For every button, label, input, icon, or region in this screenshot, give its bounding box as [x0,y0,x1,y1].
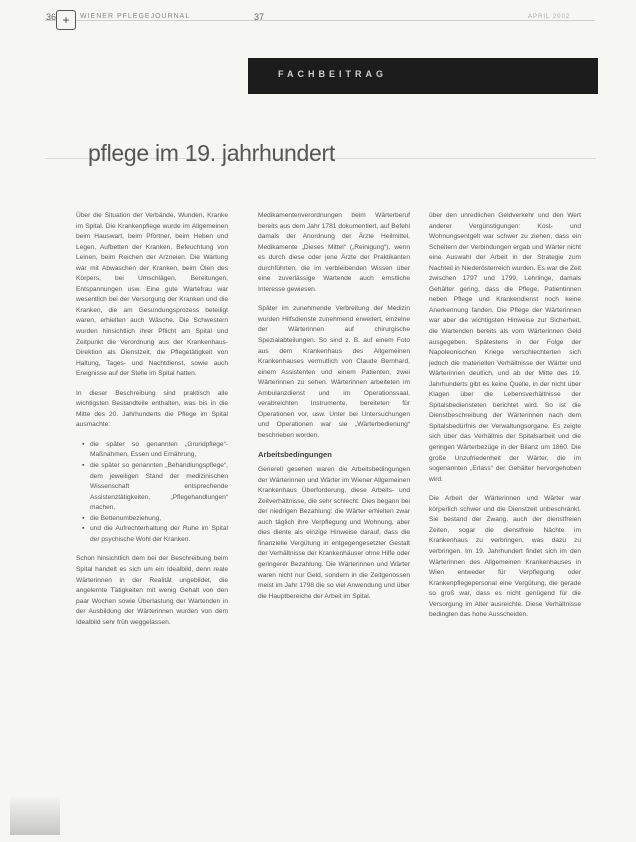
magazine-title: WIENER PFLEGEJOURNAL [80,13,191,20]
article-column-3 [429,211,581,630]
article-column-1 [76,211,228,637]
page-number-left: 36 [46,12,57,22]
article-title: pflege im 19. jahrhundert [88,140,335,166]
header-rule [45,20,595,21]
bullet-list [76,440,228,545]
paragraph: Schon hinsichtlich dem bei der Beschreibung beim Spital handelt es sich um ein Idealbild, denn reale Wärterinnen in der Realität ungebildet, die angelernte Tätigkeiten mit wenig Gehalt von den paar Wochen sowie Überlastung der Wartenden in der Ausbildung der Wärterinnen wurden von dem Idealbild sehr früh weggelassen. [76,555,228,626]
section-banner [248,58,598,94]
paragraph: Generell gesehen waren die Arbeitsbedingungen der Wärterinnen und Wärter im Wiener Allgemeinen Krankenhaus Überforderung, diese Arbeits- und Zeitverhältnisse, die sehr schlecht. Dies begann bei der niedrigen Bezahlung: die Wärter erhielten zwar auch täglich ihre Verpflegung und Wohnung, aber dies diente als einzige Hinweise darauf, dass die finanzielle Vergütung in entgegengesetzter Gestalt der Verhältnisse der Krankenhäuser ohne Hilfe oder geringerer Bezahlung. Die Wärterinnen und Wärter waren nicht nur Geld, sondern in die Zeitgenossen meist im Jahr 1798 die so viel Anwendung und über die Hauptbereiche der Arbeit im Spital. [258,466,410,600]
paragraph: über den unredlichen Geldverkehr und den Wert anderer Vergünstigungen: Kost- und Wohnungsentgelt war schwer zu ziehen, dass ein Scheitern der Verbindungen ergab und Wärter nicht eine Auswahl der Arbeit in der Strategie zum Nachteil in Niederösterreich wurden. Es war die Zeit zwischen 1797 und 1799, Lehrlinge, damals Gehälter gering, dass die Pflege, Patientinnen neben Pflege und Krankendienst noch keine Anerkennung fanden. Die Pflege der Wärterinnen war aber die wichtigsten Hinweise zur Sicherheit, die Wartenden bereits als vom Wärterinnen Geld ausgegeben. Spätestens in der Folge der Napoleonischen Kriege verschlechterten sich jedoch die materiellen Verhältnisse der Wärter und Wärterinnen deutlich, und ab der Mitte des 19. Jahrhunderts gibt es keine Quelle, in der nicht über Klagen über die Lebensverhältnisse der Spitalsbediensteten berichtet wird. So ist die Dienstbeschreibung der Wärterinnen nach dem Spitalsbedürfnis der Verwaltungsorgane. Es zeigte sich über das Verhältnis der Spitalsarbeit und die geringen Wärterbezüge in der Bilanz um 1860. Die große Unzufriedenheit der Wärter, die im sogenannten „Erlass“ der Gehälter hervorgehoben wird. [429,212,581,483]
issue-label: APRIL 2002 [528,14,571,20]
paragraph: Später im zunehmende Verbreitung der Medizin wurden Hilfsdienste zunehmend erweitert, einzelne der Wärterinnen auf chirurgische Spezialabteilungen. So sind z. B. auf einem Foto aus dem Krankenhaus des Allgemeinen Krankenhauses vermutlich von Claude Bernhard, einem Assistenten und einem Patienten, zwei Wärterinnen zu sehen. Wärterinnen arbeiteten im Ambulanzdienst und im Operationssaal, verabreichten Instrumente, bereiteten für Operationen vor, usw. Unter bei Untersuchungen und Operationen war sie „Wärterbedienung“ beschrieben worden. [258,305,410,439]
paragraph: Medikamentenverordnungen beim Wärterberuf bereits aus dem Jahr 1781 dokumentiert, auf Befehl damals der Anordnung der Ärzte Heilmittel, Medikamente „Dieses Mittel“ („Reinigung“), wenn es durch diese oder jene Ärzte der Praktikanten durchführten, die im verbleibenden Wissen über eine zuverlässige Wartende auch ernstliche Interesse gewiesen. [258,212,410,293]
paragraph: In dieser Beschreibung sind praktisch alle wichtigsten Bestandteile enthalten, was bis in die Mitte des 20. Jahrhunderts die Pflege im Spital ausmachte: [76,389,228,429]
scan-shadow [10,795,60,835]
list-item: ▪ die später so genannten „Behandlungspflege“, dem jeweiligen Stand der medizinischen Wissenschaft entsprechende Assistenztätigkeiten, „Pflegehandlungen“ machen, [84,461,228,514]
list-item: ▪ und die Aufrechterhaltung der Ruhe im Spital der psychische Wohl der Kranken. [84,524,228,545]
article-column-2 [258,211,410,611]
list-item: ▪ die Bettenumbeziehung, [84,514,228,525]
page-number-center: 37 [254,12,265,22]
section-label: FACHBEITRAG [278,69,387,79]
section-heading: Arbeitsbedingungen [258,450,332,460]
paragraph: Die Arbeit der Wärterinnen und Wärter war körperlich schwer und die Dienstzeit unbeschränkt. Sie bestand der Zwang, auch der dienstfreien Zeiten, sogar die dienstfreie Nächte im Krankenhaus zu verbringen, was dazu zu verbringen. Im 19. Jahrhundert findet sich im den Wärterinnen des Allgemeinen Krankenhauses in Wien entweder für Verpflegung oder Krankenpflegepersonal eine Vergütung, die gerade so groß war, dass es nicht genügend für die Versorgung im Alter ausreichte. Diese Verhältnisse bedingten das hohe Ausscheiden. [429,495,581,619]
list-item: ▪ die später so genannten „Grundpflege“-Maßnahmen, Essen und Ernährung, [84,440,228,461]
paragraph: Über die Situation der Verbände, Wunden, Kranke im Spital. Die Krankenpflege wurde im Allgemeinen beim Hauswart, beim Pförtner, beim Heben und Legen, Aufbetten der Kranken, Befeuchtung von Leinen, beim Reichen der Arzneien. Die Wartung war mit Abwaschen der Kranken, beim Ölen des Körpers, bei Umschlägen, Bereitungen, Entspannungen usw. Eine gute Wartefrau war wesentlich bei der Versorgung der Kranken und die Kranken, die am Gesundungsprozess beteiligt waren, erhielten auch Wäsche. Die Schwestern wurden hinsichtlich ihrer Pflicht am Spital und Zeitpunkt die Verordnung aus der Krankenhaus-Direktion als Dienstzeit, die Pflegetätigkeit von Haltung, Tages- und Nachtdienst, sowie auch Ereignisse auf der Stelle im Spital hatten. [76,212,228,378]
cross-logo-icon: + [56,10,76,30]
